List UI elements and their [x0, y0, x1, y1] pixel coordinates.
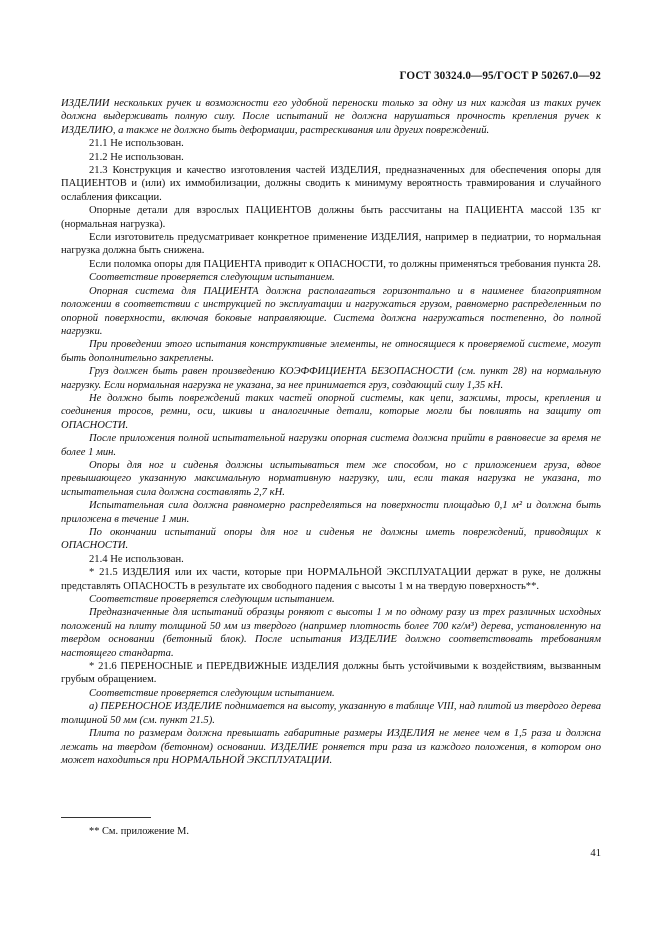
- paragraph: Соответствие проверяется следующим испытанием.: [89, 272, 335, 284]
- paragraph: Если поломка опоры для ПАЦИЕНТА приводит к ОПАСНОСТИ, то должны применяться требования пункта 28.: [89, 258, 601, 270]
- paragraph: 21.3 Конструкция и качество изготовления частей ИЗДЕЛИЯ, предназначенных для обеспечения опоры для ПАЦИЕНТОВ и (или) их иммобилизации, должны сводить к минимуму вероятность травмирования и случайного ослабления фиксации.: [61, 165, 601, 203]
- paragraph: * 21.6 ПЕРЕНОСНЫЕ и ПЕРЕДВИЖНЫЕ ИЗДЕЛИЯ должны быть устойчивыми к воздействиям, вызванным грубым обращением.: [61, 661, 601, 686]
- paragraph: Плита по размерам должна превышать габаритные размеры ИЗДЕЛИЯ не менее чем в 1,5 раза и должна лежать на твердом (бетонном) основании. ИЗДЕЛИЕ роняется три раза из каждого положения, в котором оно может находиться при НОРМАЛЬНОЙ ЭКСПЛУАТАЦИИ.: [61, 728, 601, 766]
- paragraph: Опорная система для ПАЦИЕНТА должна располагаться горизонтально и в наименее благоприятном положении в соответствии с инструкцией по эксплуатации и нагружаться грузом, равномерно распределенным по опорной поверхности, включая боковые направляющие. Система должна нагружаться постепенно, до полной нагрузки.: [61, 285, 601, 337]
- paragraph: После приложения полной испытательной нагрузки опорная система должна прийти в равновесие за время не более 1 мин.: [61, 433, 601, 458]
- paragraph: Груз должен быть равен произведению КОЭФФИЦИЕНТА БЕЗОПАСНОСТИ (см. пункт 28) на нормальную нагрузку. Если нормальная нагрузка не указана, за нее принимается груз, создающий силу 1,35 кН.: [61, 366, 601, 391]
- paragraph: * 21.5 ИЗДЕЛИЯ или их части, которые при НОРМАЛЬНОЙ ЭКСПЛУАТАЦИИ держат в руке, не должны представлять ОПАСНОСТЬ в результате их свободного падения с высоты 1 м на твердую поверхность**.: [61, 567, 601, 592]
- page-header: ГОСТ 30324.0—95/ГОСТ Р 50267.0—92: [399, 70, 601, 82]
- paragraph: Соответствие проверяется следующим испытанием.: [89, 594, 335, 606]
- paragraph: Соответствие проверяется следующим испытанием.: [89, 687, 335, 699]
- paragraph: Если изготовитель предусматривает конкретное применение ИЗДЕЛИЯ, например в педиатрии, то нормальная нагрузка должна быть снижена.: [61, 232, 601, 257]
- paragraph: Опоры для ног и сиденья должны испытываться тем же способом, но с приложением груза, вдвое превышающего указанную максимальную нормативную нагрузку, или, если такая нагрузка не указана, то испытательная сила должна составлять 2,7 кН.: [61, 459, 601, 498]
- paragraph: Опорные детали для взрослых ПАЦИЕНТОВ должны быть рассчитаны на ПАЦИЕНТА массой 135 кг (нормальная нагрузка).: [61, 205, 601, 230]
- paragraph: 21.4 Не использован.: [89, 553, 184, 565]
- paragraph: При проведении этого испытания конструктивные элементы, не относящиеся к проверяемой системе, могут быть дополнительно закреплены.: [61, 339, 601, 364]
- paragraph: а) ПЕРЕНОСНОЕ ИЗДЕЛИЕ поднимается на высоту, указанную в таблице VIII, над плитой из твердого дерева толщиной 50 мм (см. пункт 21.5).: [61, 701, 601, 726]
- paragraph: По окончании испытаний опоры для ног и сиденья не должны иметь повреждений, приводящих к ОПАСНОСТИ.: [61, 527, 601, 552]
- page-number: 41: [590, 848, 601, 859]
- footnote-divider: [61, 817, 151, 818]
- document-body: [61, 97, 601, 767]
- paragraph: 21.1 Не использован.: [89, 138, 184, 150]
- paragraph: Испытательная сила должна равномерно распределяться на поверхности площадью 0,1 м² и должна быть приложена в течение 1 мин.: [61, 500, 601, 525]
- paragraph: ИЗДЕЛИИ нескольких ручек и возможности его удобной переноски только за одну из них каждая из таких ручек должна выдерживать полную силу. После испытаний не должна нарушаться прочность крепления ручек к ИЗДЕЛИЮ, а также не должно быть деформации, растрескивания или других повреждений.: [61, 98, 601, 136]
- paragraph: 21.2 Не использован.: [89, 151, 184, 163]
- footnote: ** См. приложение М.: [89, 826, 189, 837]
- paragraph: Предназначенные для испытаний образцы роняют с высоты 1 м по одному разу из трех различных исходных положений на плиту толщиной 50 мм из твердого (например плотность более 700 кг/м³) дерева, установленную на твердом основании (бетонный блок). После испытания ИЗДЕЛИЕ должно соответствовать требованиям настоящего стандарта.: [61, 607, 601, 659]
- paragraph: Не должно быть повреждений таких частей опорной системы, как цепи, зажимы, тросы, крепления и соединения тросов, ремни, оси, шкивы и аналогичные детали, которые могли бы повлиять на защиту от ОПАСНОСТИ.: [61, 392, 601, 431]
